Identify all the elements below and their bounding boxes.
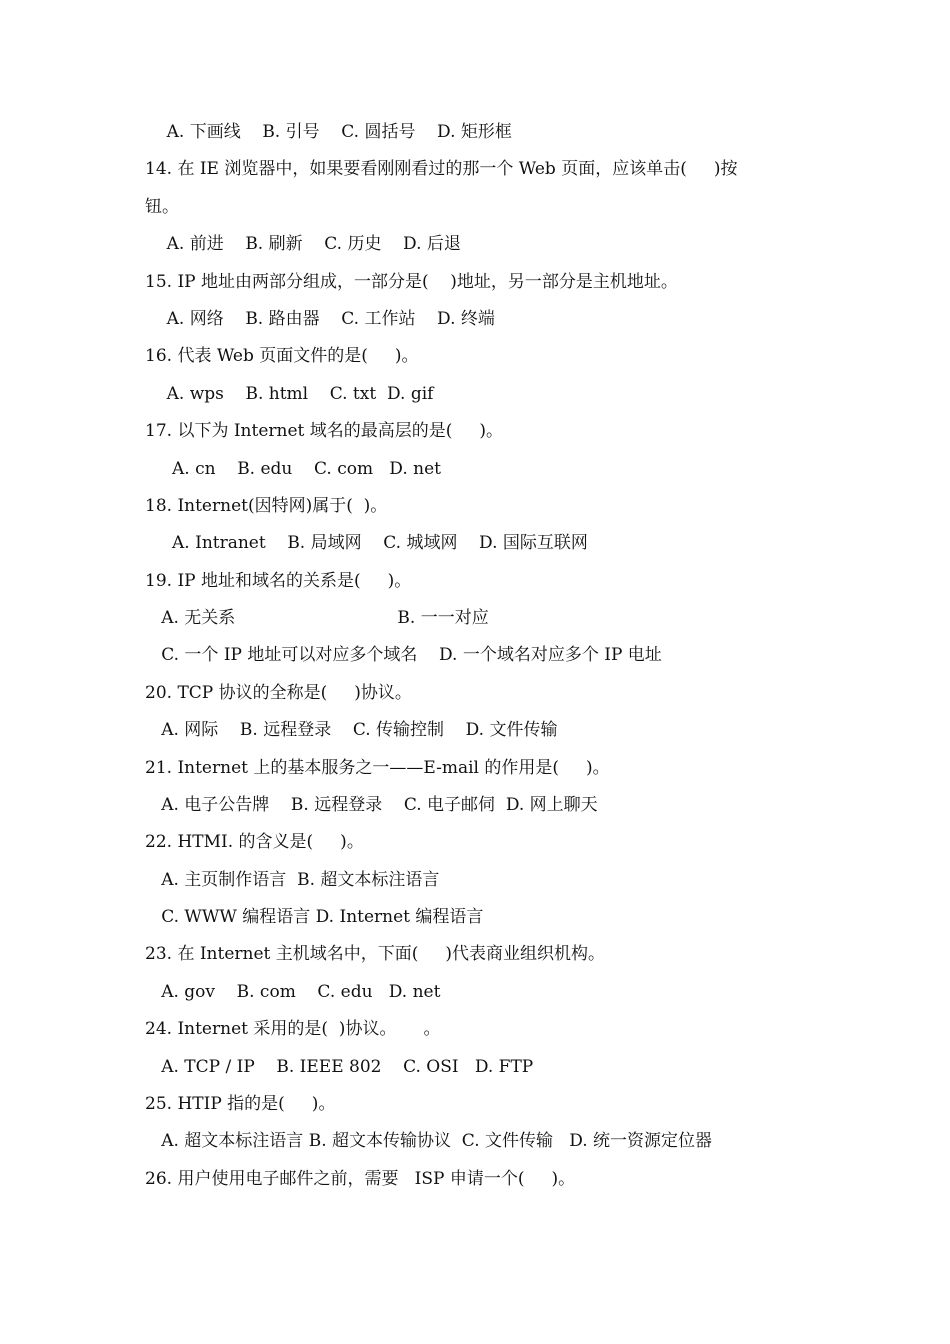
q25-options: A. 超文本标注语言 B. 超文本传输协议 C. 文件传输 D. 统一资源定位器 bbox=[145, 1131, 713, 1151]
q13-options: A. 下画线 B. 引号 C. 圆括号 D. 矩形框 bbox=[145, 122, 512, 142]
q19-text: 19. IP 地址和域名的关系是( )。 bbox=[145, 571, 412, 591]
q26-text: 26. 用户使用电子邮件之前，需要 ISP 申请一个( )。 bbox=[145, 1169, 576, 1189]
q25-text: 25. HTIP 指的是( )。 bbox=[145, 1094, 336, 1114]
q18-options: A. Intranet B. 局域网 C. 城域网 D. 国际互联网 bbox=[145, 533, 588, 553]
q14-text-cont: 钮。 bbox=[145, 197, 179, 217]
q15-text: 15. IP 地址由两部分组成，一部分是( )地址，另一部分是主机地址。 bbox=[145, 272, 678, 292]
q22-text: 22. HTMI. 的含义是( )。 bbox=[145, 832, 364, 852]
q16-text: 16. 代表 Web 页面文件的是( )。 bbox=[145, 346, 419, 366]
q14-text: 14. 在 IE 浏览器中，如果要看刚刚看过的那一个 Web 页面，应该单击( )按 bbox=[145, 159, 738, 179]
q20-options: A. 网际 B. 远程登录 C. 传输控制 D. 文件传输 bbox=[145, 720, 558, 740]
q24-text: 24. Internet 采用的是( )协议。 。 bbox=[145, 1019, 441, 1039]
q20-text: 20. TCP 协议的全称是( )协议。 bbox=[145, 683, 412, 703]
q16-options: A. wps B. html C. txt D. gif bbox=[145, 384, 434, 404]
q21-options: A. 电子公告牌 B. 远程登录 C. 电子邮伺 D. 网上聊天 bbox=[145, 795, 598, 815]
q14-options: A. 前进 B. 刷新 C. 历史 D. 后退 bbox=[145, 234, 461, 254]
q23-text: 23. 在 Internet 主机域名中，下面( )代表商业组织机构。 bbox=[145, 944, 606, 964]
q19-options-cd: C. 一个 IP 地址可以对应多个域名 D. 一个域名对应多个 IP 电址 bbox=[145, 645, 662, 665]
q22-options-ab: A. 主页制作语言 B. 超文本标注语言 bbox=[145, 870, 440, 890]
q22-options-cd: C. WWW 编程语言 D. Internet 编程语言 bbox=[145, 907, 484, 927]
q17-text: 17. 以下为 Internet 域名的最高层的是( )。 bbox=[145, 421, 504, 441]
q19-options-ab: A. 无关系 B. 一一对应 bbox=[145, 608, 489, 628]
q17-options: A. cn B. edu C. com D. net bbox=[145, 459, 441, 479]
q23-options: A. gov B. com C. edu D. net bbox=[145, 982, 441, 1002]
q24-options: A. TCP / IP B. IEEE 802 C. OSI D. FTP bbox=[145, 1057, 534, 1077]
q21-text: 21. Internet 上的基本服务之一——E-mail 的作用是( )。 bbox=[145, 758, 610, 778]
q15-options: A. 网络 B. 路由器 C. 工作站 D. 终端 bbox=[145, 309, 495, 329]
q18-text: 18. Internet(因特网)属于( )。 bbox=[145, 496, 388, 516]
